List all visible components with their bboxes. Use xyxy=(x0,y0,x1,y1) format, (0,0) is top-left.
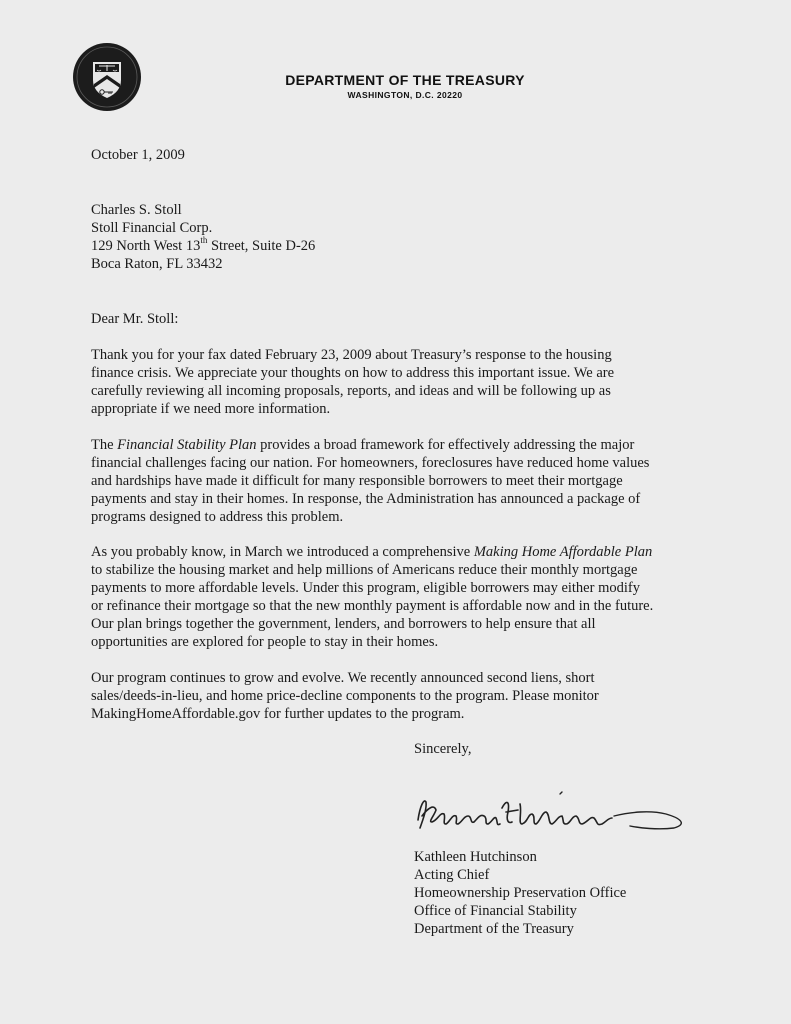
paragraph-text: The xyxy=(91,437,118,453)
paragraph-2 xyxy=(91,436,701,526)
paragraph-line: or refinance their mortgage so that the new monthly payment is affordable now and in the future. xyxy=(91,598,654,614)
paragraph-line: carefully reviewing all incoming proposals, reports, and ideas and will be following up as xyxy=(91,383,611,399)
paragraph-line: MakingHomeAffordable.gov for further updates to the program. xyxy=(91,706,465,722)
paragraph-line: Our program continues to grow and evolve. We recently announced second liens, short xyxy=(91,670,595,686)
signatory-title: Acting Chief xyxy=(414,867,490,883)
letterhead-title: DEPARTMENT OF THE TREASURY xyxy=(285,72,525,88)
signature-block xyxy=(414,848,626,938)
recipient-city: Boca Raton, FL 33432 xyxy=(91,256,223,272)
closing: Sincerely, xyxy=(414,741,472,757)
recipient-company: Stoll Financial Corp. xyxy=(91,220,213,236)
paragraph-line: finance crisis. We appreciate your thoughts on how to address this important issue. We are xyxy=(91,365,615,381)
recipient-address xyxy=(91,201,315,273)
paragraph-line: payments to more affordable levels. Under this program, eligible borrowers may either modify xyxy=(91,580,640,596)
paragraph-line: opportunities are explored for people to stay in their homes. xyxy=(91,634,439,650)
paragraph-text: provides a broad framework for effectively addressing the major xyxy=(256,437,635,453)
paragraph-line: financial challenges facing our nation. For homeowners, foreclosures have reduced home values xyxy=(91,455,650,471)
recipient-street-rest: Street, Suite D-26 xyxy=(207,238,316,254)
letterhead-subtitle: WASHINGTON, D.C. 20220 xyxy=(347,90,463,100)
paragraph-line xyxy=(91,436,701,454)
paragraph-text: As you probably know, in March we introduced a comprehensive xyxy=(91,544,474,560)
paragraph-3 xyxy=(91,543,701,651)
paragraph-line: Thank you for your fax dated February 23, 2009 about Treasury’s response to the housing xyxy=(91,347,612,363)
paragraph-line: payments and stay in their homes. In response, the Administration has announced a package of xyxy=(91,491,641,507)
signatory-department: Department of the Treasury xyxy=(414,921,574,937)
paragraph-line: appropriate if we need more information. xyxy=(91,401,331,417)
paragraph-line xyxy=(91,543,701,561)
treasury-seal-icon xyxy=(72,42,142,112)
paragraph-line: and hardships have made it difficult for many responsible borrowers to meet their mortgage xyxy=(91,473,623,489)
paragraph-line: sales/deeds-in-lieu, and home price-decline components to the program. Please monitor xyxy=(91,688,599,704)
signatory-division: Office of Financial Stability xyxy=(414,903,577,919)
handwritten-signature xyxy=(410,782,710,842)
letter-date: October 1, 2009 xyxy=(91,147,185,163)
recipient-name: Charles S. Stoll xyxy=(91,202,182,218)
signatory-office: Homeownership Preservation Office xyxy=(414,885,627,901)
recipient-street-number: 129 North West 13 xyxy=(91,238,201,254)
paragraph-1 xyxy=(91,346,701,418)
salutation: Dear Mr. Stoll: xyxy=(91,311,179,327)
recipient-street xyxy=(91,237,315,255)
paragraph-line: Our plan brings together the government, lenders, and borrowers to help ensure that all xyxy=(91,616,596,632)
plan-name-italic: Financial Stability Plan xyxy=(117,437,257,453)
paragraph-line: programs designed to address this problem. xyxy=(91,509,344,525)
recipient-street-suffix: th xyxy=(200,235,208,246)
paragraph-4 xyxy=(91,669,701,723)
signatory-name: Kathleen Hutchinson xyxy=(414,849,537,865)
plan-name-italic: Making Home Affordable Plan xyxy=(473,544,653,560)
paragraph-line: to stabilize the housing market and help millions of Americans reduce their monthly mortgage xyxy=(91,562,638,578)
